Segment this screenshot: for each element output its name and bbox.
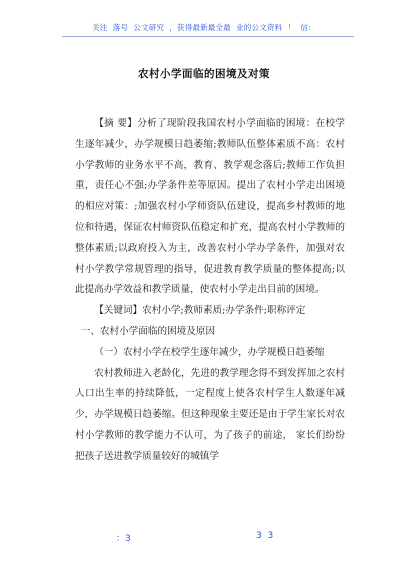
section-heading: 一、农村小学面临的困境及原因 bbox=[80, 325, 216, 337]
footer-page-marker-left: ：3 bbox=[116, 534, 131, 544]
header-divider bbox=[62, 36, 354, 37]
body-paragraph: 农村教师进入老龄化，先进的教学理念得不到发挥加之农村人口出生率的持续降低，一定程度上使各农村学生人数逐年减少，办学规模日趋萎缩。但这种现象主要还是由于学生家长对农村小学教师的教学能力不认可，为了孩子的前途， 家长们纷纷把孩子送进教学质量较好的城镇学 bbox=[75, 367, 345, 462]
document-title: 农村小学面临的困境及对策 bbox=[138, 68, 270, 80]
subsection-heading: （一）农村小学在校学生逐年减少，办学规模日趋萎缩 bbox=[94, 346, 325, 358]
keywords-line: 【关键词】农村小学;教师素质;办学条件;职称评定 bbox=[94, 305, 306, 317]
footer-page-marker-right: 3 3 bbox=[256, 531, 274, 541]
abstract-paragraph: 【摘 要】分析了现阶段我国农村小学面临的困境：在校学生逐年减少，办学规模日趋萎缩;教师队伍整体素质不高：农村小学教师的业务水平不高，教育、教学观念落后;教师工作负担重，责任心不强;办学条件差等原因。提出了农村小学走出困境的相应对策：;加强农村小学师资队伍建设，提高乡村教师的地位和待遇，保证农村师资队伍稳定和扩充，提高农村小学教师的整体素质;以政府投入为主，改善农村小学办学条件，加强对农村小学教学常规管理的指导，促进教育教学质量的整体提高;以此提高办学效益和教学质量，使农村小学走出目前的困境。 bbox=[75, 118, 345, 296]
promo-header-text: 关注 落号 公文研究 ，获得最新最全最 业的公文资料 ！ 信： bbox=[92, 23, 316, 32]
document-body bbox=[75, 114, 345, 468]
